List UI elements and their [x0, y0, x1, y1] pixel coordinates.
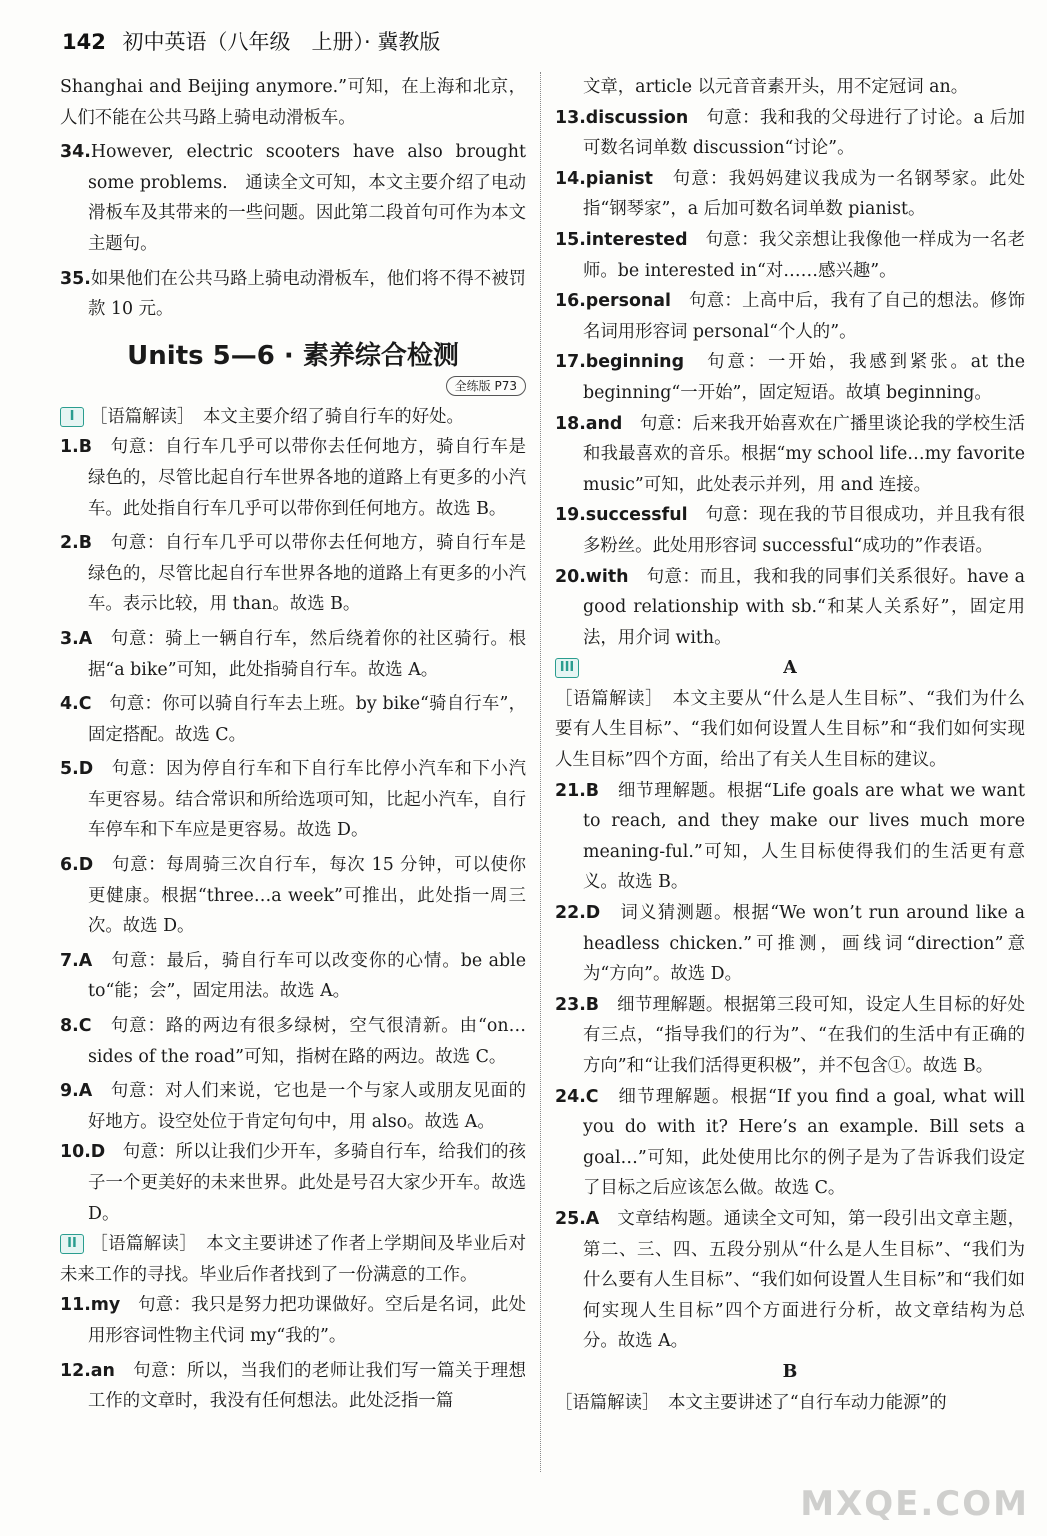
answer-item: 20.with 句意：而且，我和我的同事们关系很好。have a good relationship with sb.“和某人关系好”，固定用法，用介词 with。: [555, 566, 1025, 648]
answer-item: 17.beginning 句意：一开始，我感到紧张。at the beginning“一开始”，固定短语。故填 beginning。: [555, 352, 1025, 403]
book-title: 初中英语（八年级 上册）· 冀教版: [122, 30, 441, 54]
answer-item: 2.B 句意：自行车几乎可以带你去任何地方，骑自行车是绿色的，尽管比起自行车世界各地的道路上有更多的小汽车。表示比较，用 than。故选 B。: [60, 533, 526, 615]
answer-item: 23.B 细节理解题。根据第三段可知，设定人生目标的好处有三点，“指导我们的行为”、“在我们的生活中有正确的方向”和“让我们活得更积极”，并不包含①。故选 B。: [555, 994, 1025, 1076]
section-intro: ［语篇解读］ 本文主要从“什么是人生目标”、“我们为什么要有人生目标”、“我们如何设置人生目标”和“我们如何实现人生目标”四个方面，给出了有关人生目标的建议。: [555, 688, 1025, 771]
section-intro: II ［语篇解读］ 本文主要讲述了作者上学期间及毕业后对未来工作的寻找。毕业后作者找到了一份满意的工作。: [60, 1234, 526, 1285]
answer-item: 10.D 句意：所以让我们少开车，多骑自行车，给我们的孩子一个更美好的未来世界。此处是号召大家少开车。故选 D。: [60, 1142, 526, 1224]
answer-item: 35.如果他们在公共马路上骑电动滑板车，他们将不得不被罚款 10 元。: [60, 268, 526, 320]
watermark: MXQE.COM: [800, 1484, 1029, 1524]
passage-letter: A: [783, 658, 797, 679]
answer-item: 6.D 句意：每周骑三次自行车，每次 15 分钟，可以使你更健康。根据“three…a week”可推出，此处指一周三次。故选 D。: [60, 855, 526, 937]
answer-item: 11.my 句意：我只是努力把功课做好。空后是名词，此处用形容词性物主代词 my“我的”。: [60, 1295, 526, 1346]
answer-item: 25.A 文章结构题。通读全文可知，第一段引出文章主题，第二、三、四、五段分别从“什么是人生目标”、“我们为什么要有人生目标”、“我们如何设置人生目标”和“我们如何实现人生目标”四个方面进行分析，故文章结构为总分。故选 A。: [555, 1208, 1025, 1352]
answer-item: 9.A 句意：对人们来说，它也是一个与家人或朋友见面的好地方。设空处位于肯定句句中，用 also。故选 A。: [60, 1081, 526, 1132]
answer-item: 16.personal 句意：上高中后，我有了自己的想法。修饰名词用形容词 personal“个人的”。: [555, 291, 1025, 342]
page-number: 142: [62, 30, 106, 54]
answer-item: 7.A 句意：最后，骑自行车可以改变你的心情。be able to“能；会”，固定用法。故选 A。: [60, 950, 526, 1002]
continued-text: 文章，article 以元音音素开头，用不定冠词 an。: [583, 77, 969, 97]
answer-item: 8.C 句意：路的两边有很多绿树，空气很清新。由“on…sides of the road”可知，指树在路的两边。故选 C。: [60, 1016, 526, 1067]
answer-item: 34.However, electric scooters have also brought some problems. 通读全文可知，本文主要介绍了电动滑板车及其带来的一些问题。因此第二段首句可作为本文主题句。: [60, 142, 526, 254]
answer-item: 1.B 句意：自行车几乎可以带你去任何地方，骑自行车是绿色的，尽管比起自行车世界各地的道路上有更多的小汽车。此处指自行车几乎可以带你到任何地方。故选 B。: [60, 437, 526, 519]
section-badge: III: [555, 658, 579, 678]
page-header: [62, 26, 440, 56]
column-divider: [540, 72, 541, 1472]
answer-item: 14.pianist 句意：我妈妈建议我成为一名钢琴家。此处指“钢琴家”，a 后加可数名词单数 pianist。: [555, 168, 1025, 220]
answer-item: 3.A 句意：骑上一辆自行车，然后绕着你的社区骑行。根据“a bike”可知，此处指骑自行车。故选 A。: [60, 628, 526, 680]
answer-item: 19.successful 句意：现在我的节目很成功，并且我有很多粉丝。此处用形容词 successful“成功的”作表语。: [555, 505, 1025, 556]
continued-text: Shanghai and Beijing anymore.”可知，在上海和北京，人们不能在公共马路上骑电动滑板车。: [60, 77, 526, 128]
answer-item: 13.discussion 句意：我和我的父母进行了讨论。a 后加可数名词单数 discussion“讨论”。: [555, 107, 1025, 159]
passage-letter: B: [782, 1361, 798, 1382]
answer-item: 15.interested 句意：我父亲想让我像他一样成为一名老师。be interested in“对……感兴趣”。: [555, 229, 1025, 281]
reference-tag: 全练版 P73: [446, 376, 526, 396]
section-intro: ［语篇解读］ 本文主要讲述了“自行车动力能源”的: [555, 1392, 947, 1413]
left-column: [60, 72, 526, 1417]
answer-item: 18.and 句意：后来我开始喜欢在广播里谈论我的学校生活和我最喜欢的音乐。根据“my school life…my favorite music”可知，此处表示并列，用 and 连接。: [555, 413, 1025, 495]
answer-item: 22.D 词义猜测题。根据“We won’t run around like a headless chicken.”可推测，画线词“direction”意为“方向”。故选 D。: [555, 903, 1025, 985]
unit-title: Units 5—6 · 素养综合检测: [127, 340, 459, 371]
answer-item: 12.an 句意：所以，当我们的老师让我们写一篇关于理想工作的文章时，我没有任何想法。此处泛指一篇: [60, 1360, 526, 1412]
section-intro: I ［语篇解读］ 本文主要介绍了骑自行车的好处。: [60, 402, 526, 433]
section-header: [555, 653, 1025, 684]
answer-item: 5.D 句意：因为停自行车和下自行车比停小汽车和下小汽车更容易。结合常识和所给选项可知，比起小汽车，自行车停车和下车应是更容易。故选 D。: [60, 759, 526, 841]
right-column: [555, 72, 1025, 1418]
answer-item: 4.C 句意：你可以骑自行车去上班。by bike“骑自行车”，固定搭配。故选 C。: [60, 694, 526, 745]
section-badge: II: [60, 1234, 84, 1254]
section-badge: I: [60, 407, 84, 427]
answer-item: 24.C 细节理解题。根据“If you find a goal, what will you do with it? Here’s an example. Bill sets a goal…”可知，此处使用比尔的例子是为了告诉我们设定了目标之后应该怎么做。故选 C。: [555, 1086, 1025, 1199]
answer-item: 21.B 细节理解题。根据“Life goals are what we want to reach, and they make our lives much more meaning-ful.”可知，人生目标使得我们的生活更有意义。故选 B。: [555, 780, 1025, 893]
